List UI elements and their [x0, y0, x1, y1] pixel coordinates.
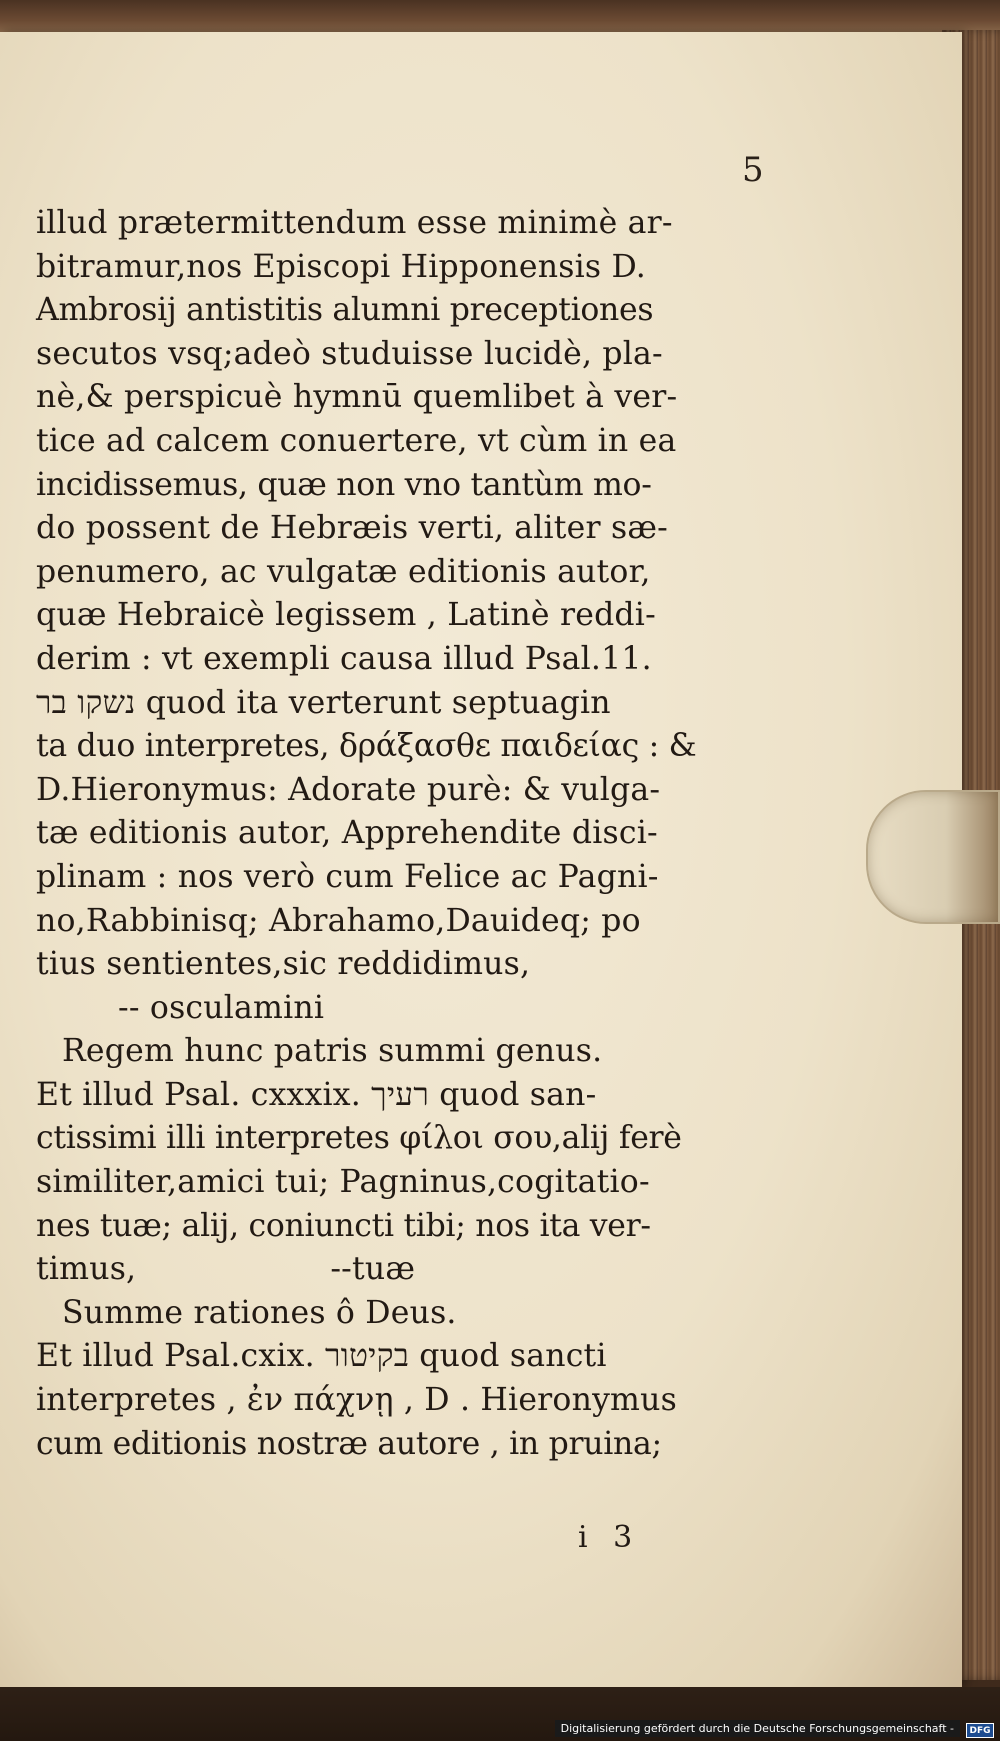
- text-line: incidissemus, quæ non vno tantùm mo-: [36, 466, 652, 503]
- text-line: nes tuæ; alij, coniuncti tibi; nos ita ver-: [36, 1207, 651, 1244]
- book-page: [0, 32, 962, 1687]
- text-line: D.Hieronymus: Adorate purè: & vulga-: [36, 771, 661, 808]
- text-line: Ambrosij antistitis alumni preceptiones: [36, 292, 654, 329]
- text-line: no,Rabbinisq; Abrahamo,Dauideq; po: [36, 902, 641, 939]
- verse-line: Summe rationes ô Deus.: [62, 1294, 457, 1331]
- text-line: tæ editionis autor, Apprehendite disci-: [36, 815, 658, 852]
- text-line: timus, --tuæ: [36, 1251, 416, 1288]
- text-line: נשקו בר quod ita verterunt septuagin: [36, 684, 611, 721]
- text-line: bitramur,nos Episcopi Hipponensis D.: [36, 248, 647, 285]
- book-clasp: [866, 790, 1000, 924]
- text-line: tice ad calcem conuertere, vt cùm in ea: [36, 422, 677, 459]
- text-line: do possent de Hebræis verti, aliter sæ-: [36, 510, 668, 547]
- text-line: similiter,amici tui; Pagninus,cogitatio-: [36, 1164, 650, 1201]
- text-line: Et illud Psal. cxxxix. רעיך quod san-: [36, 1076, 597, 1113]
- text-line: secutos vsq;adeò studuisse lucidè, pla-: [36, 335, 663, 372]
- text-line: plinam : nos verò cum Felice ac Pagni-: [36, 858, 659, 895]
- book-top-edge: [0, 0, 1000, 34]
- text-line: interpretes , ἐν πάχνῃ , D . Hieronymus: [36, 1382, 677, 1419]
- text-line: quæ Hebraicè legissem , Latinè reddi-: [36, 597, 656, 634]
- text-line: ta duo interpretes, δράξασθε παιδείας : &: [36, 728, 697, 765]
- digitization-credit: Digitalisierung gefördert durch die Deutsche Forschungsgemeinschaft -: [555, 1720, 960, 1737]
- page-text-block: [36, 202, 776, 1466]
- dfg-logo-icon: DFG: [966, 1723, 994, 1738]
- text-line: ctissimi illi interpretes φίλοι σου,alij ferè: [36, 1120, 682, 1157]
- footer-bar: [0, 1687, 1000, 1741]
- text-line: nè,& perspicuè hymnū quemlibet à ver-: [36, 379, 678, 416]
- verse-line: -- osculamini: [118, 989, 325, 1026]
- verse-line: Regem hunc patris summi genus.: [62, 1033, 603, 1070]
- text-line: derim : vt exempli causa illud Psal.11.: [36, 640, 652, 677]
- text-line: illud prætermittendum esse minimè ar-: [36, 205, 673, 241]
- text-line: cum editionis nostræ autore , in pruina;: [36, 1425, 662, 1462]
- text-line: Et illud Psal.cxix. בקיטור quod sancti: [36, 1338, 607, 1375]
- signature-mark: i 3: [578, 1520, 641, 1555]
- text-line: penumero, ac vulgatæ editionis autor,: [36, 553, 651, 590]
- text-line: tius sentientes,sic reddidimus,: [36, 946, 531, 983]
- page-number: 5: [742, 150, 764, 190]
